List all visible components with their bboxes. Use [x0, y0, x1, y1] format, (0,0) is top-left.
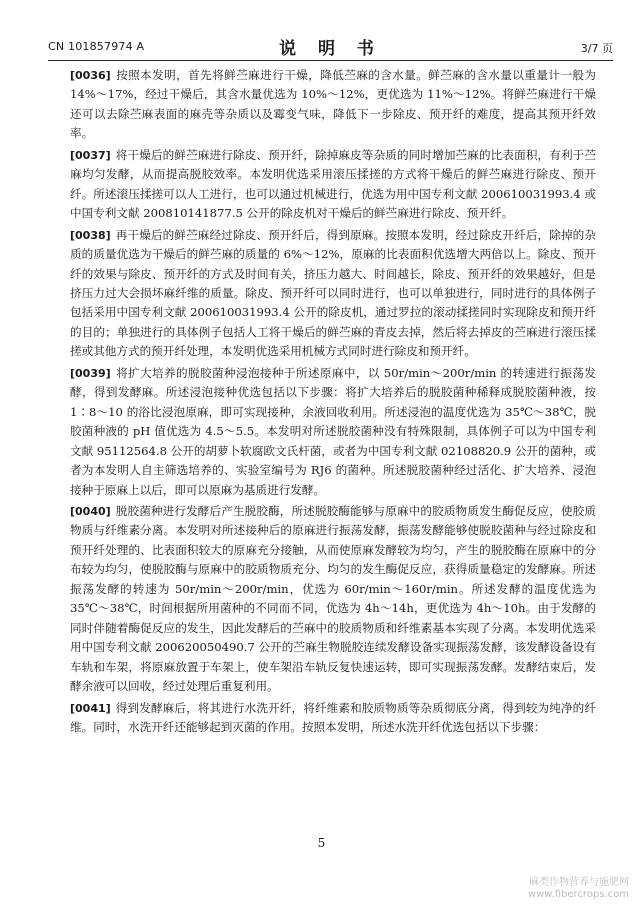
paragraph-number: [0040] [70, 504, 111, 518]
document-body [70, 66, 596, 739]
paragraph-number: [0036] [70, 69, 111, 82]
watermark-site-name: 麻类作物营养与施肥网 [529, 877, 629, 888]
paragraph-text: 将干燥后的鲜苎麻进行除皮、预开纤，除掉麻皮等杂质的同时增加苎麻的比表面积，有利于苎麻均匀发酵，从而提高脱胶效率。本发明优选采用滚压揉搓的方式将干燥后的鲜苎麻进行除皮、预开纤。所述滚压揉搓可以人工进行，也可以通过机械进行，优选为用中国专利文献 200610031993.4 或中国专利文献 200810141877.5 公开的除皮机对干燥后的鲜苎麻进行除皮、预开纤。 [70, 147, 596, 221]
paragraph-0037 [70, 146, 596, 224]
patent-number: CN 101857974 A [48, 40, 145, 53]
paragraph-0036 [70, 66, 596, 144]
watermark-url: www.fibercrops.com [527, 889, 629, 900]
paragraph-text: 再干燥后的鲜苎麻经过除皮、预开纤后，得到原麻。按照本发明，经过除皮开纤后，除掉的杂质的质量优选为干燥后的鲜苎麻的质量的 6%～12%，原麻的比表面积优选增大两倍以上。除皮、预开纤的效果与除皮、预开纤的方式及时间有关，挤压力越大、时间越长，除皮、预开纤的效果越好，但是挤压力过大会损坏麻纤维的质量。除皮、预开纤可以同时进行，也可以单独进行，同时进行的具体例子包括采用中国专利文献 200610031993.4 公开的除皮机，通过罗拉的滚动揉搓同时实现除皮和预开纤的目的；单独进行的具体例子包括人工将干燥后的鲜苎麻的青皮去掉，然后将去掉皮的苎麻进行滚压揉搓或其他方式的预开纤处理，本发明优选采用机械方式同时进行除皮和预开纤。 [70, 227, 596, 359]
page-header [48, 34, 613, 58]
document-title: 说 明 书 [279, 39, 382, 59]
paragraph-number: [0041] [70, 701, 111, 715]
page-count: 3/7 页 [580, 42, 613, 55]
paragraph-0039 [70, 364, 596, 500]
paragraph-text: 脱胶菌种进行发酵后产生脱胶酶，所述脱胶酶能够与原麻中的胶质物质发生酶促反应，使胶质物质与纤维素分离。本发明对所述接种后的原麻进行振荡发酵，振荡发酵能够使脱胶菌种与经过除皮和预开纤处理的、比表面积较大的原麻充分接触，从而使原麻发酵较为均匀，产生的脱胶酶在原麻中的分布较为均匀，使脱胶酶与原麻中的胶质物质充分、均匀的发生酶促反应，获得质量稳定的发酵麻。所述振荡发酵的转速为 50r/min～200r/min，优选为 60r/min～160r/min。所述发酵的温度优选为 35℃～38℃，时间根据所用菌种的不同而不同，优选为 4h～14h，更优选为 4h～10h。由于发酵的同时伴随着酶促反应的发生，因此发酵后的苎麻中的胶质物质和纤维素基本实现了分离。本发明优选采用中国专利文献 200620050490.7 公开的苎麻生物脱胶连续发酵设备实现振荡发酵，该发酵设备设有车轨和车架，将原麻放置于车架上，使车架沿车轨反复快速运转，即可实现振荡发酵。发酵结束后，发酵余液可以回收，经过处理后重复利用。 [70, 503, 596, 694]
page-number: 5 [317, 836, 326, 850]
paragraph-text: 得到发酵麻后，将其进行水洗开纤，将纤维素和胶质物质等杂质彻底分离，得到较为纯净的纤维。同时，水洗开纤还能够起到灭菌的作用。按照本发明，所述水洗开纤优选包括以下步骤： [70, 700, 596, 734]
paragraph-0041 [70, 699, 596, 738]
paragraph-number: [0039] [70, 366, 111, 380]
paragraph-number: [0037] [70, 148, 111, 162]
paragraph-0038 [70, 226, 596, 362]
watermark [528, 877, 629, 901]
header-rule [48, 60, 613, 61]
paragraph-text: 按照本发明，首先将鲜苎麻进行干燥，降低苎麻的含水量。鲜苎麻的含水量以重量计一般为 14%～17%，经过干燥后，其含水量优选为 10%～12%，更优选为 11%～12%。将鲜苎麻进行干燥还可以去除苎麻表面的麻壳等杂质以及霉变气味，降低下一步除皮、预开纤的难度，提高其预开纤效率。 [70, 68, 596, 141]
paragraph-text: 将扩大培养的脱胶菌种浸泡接种于所述原麻中，以 50r/min～200r/min 的转速进行振荡发酵，得到发酵麻。所述浸泡接种优选包括以下步骤：将扩大培养后的脱胶菌种稀释成脱胶菌种液，按 1∶8～10 的浴比浸泡原麻，即可实现接种，余液回收利用。所述浸泡的温度优选为 35℃～38℃，脱胶菌种液的 pH 值优选为 4.5～5.5。本发明对所述脱胶菌种没有特殊限制，具体例子可以为中国专利文献 95112564.8 公开的胡萝卜软腐欧文氏杆菌，或者为中国专利文献 02108820.9 公开的菌种，或者为本发明人自主筛选培养的、实验室编号为 RJ6 的菌种。所述脱胶菌种经过活化、扩大培养、浸泡接种于原麻上以后，即可以原麻为基质进行发酵。 [70, 365, 596, 497]
paragraph-0040 [70, 502, 596, 697]
paragraph-number: [0038] [70, 228, 111, 242]
